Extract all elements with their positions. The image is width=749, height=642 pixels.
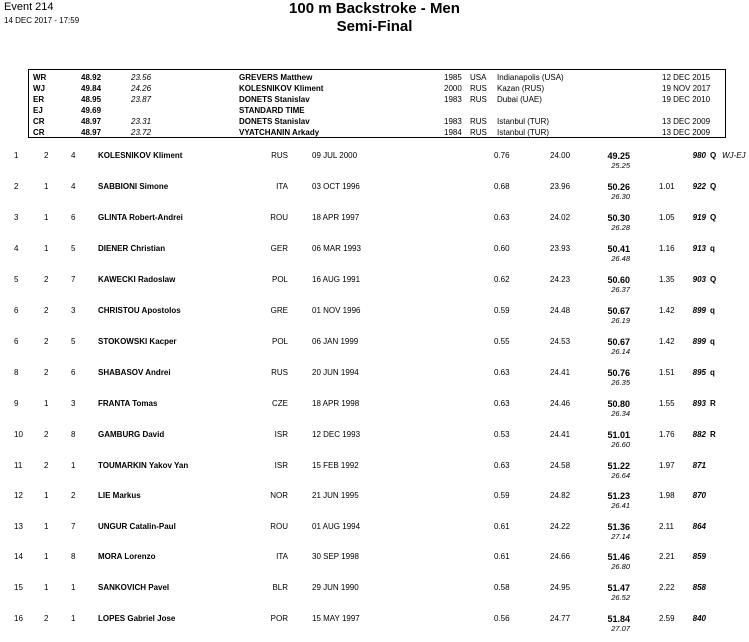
fina-points: 870 bbox=[692, 491, 706, 500]
result-row bbox=[0, 213, 749, 241]
result-row bbox=[0, 306, 749, 334]
fina-points: 893 bbox=[692, 399, 706, 408]
split-second-50m: 26.35 bbox=[611, 378, 630, 387]
split-second-50m: 26.30 bbox=[611, 192, 630, 201]
reaction-time: 0.68 bbox=[494, 182, 510, 191]
result-heat: 2 bbox=[44, 275, 49, 284]
reaction-time: 0.56 bbox=[494, 614, 510, 623]
record-holder: DONETS Stanislav bbox=[239, 95, 310, 104]
final-time: 50.76 bbox=[607, 368, 630, 378]
record-time: 48.92 bbox=[81, 73, 102, 82]
swimmer-nation: POR bbox=[270, 614, 288, 623]
swimmer-name: FRANTA Tomas bbox=[98, 399, 158, 408]
swimmer-nation: ITA bbox=[276, 552, 288, 561]
record-type: WR bbox=[33, 73, 47, 82]
time-behind: 1.42 bbox=[659, 337, 675, 346]
record-split: 24.26 bbox=[131, 84, 152, 93]
result-row bbox=[0, 552, 749, 580]
qualification-mark: q bbox=[710, 306, 715, 315]
result-lane: 5 bbox=[71, 337, 76, 346]
swimmer-name: CHRISTOU Apostolos bbox=[98, 306, 181, 315]
swimmer-nation: BLR bbox=[272, 583, 288, 592]
swimmer-name: LOPES Gabriel Jose bbox=[98, 614, 176, 623]
split-50m: 23.93 bbox=[550, 244, 571, 253]
result-lane: 4 bbox=[71, 182, 76, 191]
result-row bbox=[0, 461, 749, 489]
swimmer-nation: ROU bbox=[270, 522, 288, 531]
split-50m: 24.02 bbox=[550, 213, 571, 222]
reaction-time: 0.63 bbox=[494, 461, 510, 470]
fina-points: 871 bbox=[692, 461, 706, 470]
swimmer-name: DIENER Christian bbox=[98, 244, 166, 253]
result-row bbox=[0, 244, 749, 272]
record-time: 49.84 bbox=[81, 84, 102, 93]
record-place: Indianapolis (USA) bbox=[497, 73, 564, 82]
result-lane: 3 bbox=[71, 306, 76, 315]
result-heat: 2 bbox=[44, 614, 49, 623]
split-50m: 24.00 bbox=[550, 151, 571, 160]
record-date: 13 DEC 2009 bbox=[662, 117, 711, 126]
final-time: 51.46 bbox=[607, 552, 630, 562]
qualification-mark: q bbox=[710, 337, 715, 346]
split-50m: 24.53 bbox=[550, 337, 571, 346]
split-50m: 24.66 bbox=[550, 552, 571, 561]
record-nation: RUS bbox=[470, 95, 487, 104]
split-50m: 24.58 bbox=[550, 461, 571, 470]
swimmer-nation: GRE bbox=[270, 306, 288, 315]
split-second-50m: 26.28 bbox=[611, 223, 630, 232]
swimmer-birthdate: 06 JAN 1999 bbox=[312, 337, 359, 346]
swimmer-birthdate: 18 APR 1998 bbox=[312, 399, 360, 408]
swimmer-birthdate: 18 APR 1997 bbox=[312, 213, 360, 222]
reaction-time: 0.58 bbox=[494, 583, 510, 592]
split-50m: 24.41 bbox=[550, 430, 571, 439]
swimmer-name: TOUMARKIN Yakov Yan bbox=[98, 461, 189, 470]
result-rank: 2 bbox=[14, 182, 19, 191]
result-rank: 14 bbox=[14, 552, 23, 561]
record-nation: RUS bbox=[470, 117, 487, 126]
swimmer-nation: POL bbox=[271, 275, 288, 284]
final-time: 51.36 bbox=[607, 522, 630, 532]
fina-points: 903 bbox=[692, 275, 706, 284]
records-box bbox=[28, 69, 726, 138]
swimmer-birthdate: 03 OCT 1996 bbox=[312, 182, 360, 191]
record-nation: USA bbox=[470, 73, 487, 82]
reaction-time: 0.61 bbox=[494, 552, 510, 561]
record-date: 19 DEC 2010 bbox=[662, 95, 711, 104]
time-behind: 2.59 bbox=[659, 614, 675, 623]
split-50m: 24.48 bbox=[550, 306, 571, 315]
split-second-50m: 27.07 bbox=[611, 624, 630, 633]
result-heat: 1 bbox=[44, 583, 49, 592]
final-time: 50.30 bbox=[607, 213, 630, 223]
record-time: 49.69 bbox=[81, 106, 102, 115]
split-second-50m: 26.60 bbox=[611, 440, 630, 449]
record-row bbox=[29, 128, 727, 139]
result-heat: 1 bbox=[44, 213, 49, 222]
result-rank: 16 bbox=[14, 614, 23, 623]
qualification-mark: R bbox=[710, 399, 716, 408]
swimmer-name: SABBIONI Simone bbox=[98, 182, 169, 191]
swimmer-name: SANKOVICH Pavel bbox=[98, 583, 170, 592]
split-50m: 23.96 bbox=[550, 182, 571, 191]
split-second-50m: 25.25 bbox=[611, 161, 630, 170]
reaction-time: 0.63 bbox=[494, 213, 510, 222]
result-heat: 1 bbox=[44, 522, 49, 531]
result-heat: 2 bbox=[44, 337, 49, 346]
record-row bbox=[29, 95, 727, 106]
record-holder: KOLESNIKOV Kliment bbox=[239, 84, 324, 93]
swimmer-nation: ISR bbox=[274, 430, 288, 439]
fina-points: 899 bbox=[692, 337, 706, 346]
result-row bbox=[0, 430, 749, 458]
final-time: 51.84 bbox=[607, 614, 630, 624]
record-date: 19 NOV 2017 bbox=[662, 84, 711, 93]
swimmer-birthdate: 12 DEC 1993 bbox=[312, 430, 361, 439]
record-type: EJ bbox=[33, 106, 43, 115]
result-lane: 1 bbox=[71, 461, 76, 470]
swimmer-birthdate: 15 FEB 1992 bbox=[312, 461, 359, 470]
result-row bbox=[0, 583, 749, 611]
qualification-mark: Q bbox=[710, 275, 717, 284]
final-time: 50.67 bbox=[607, 337, 630, 347]
record-row bbox=[29, 117, 727, 128]
result-heat: 2 bbox=[44, 368, 49, 377]
result-lane: 2 bbox=[71, 491, 76, 500]
result-lane: 8 bbox=[71, 430, 76, 439]
split-50m: 24.95 bbox=[550, 583, 571, 592]
result-rank: 6 bbox=[14, 306, 19, 315]
swimmer-birthdate: 09 JUL 2000 bbox=[312, 151, 358, 160]
swimmer-birthdate: 29 JUN 1990 bbox=[312, 583, 359, 592]
final-time: 51.23 bbox=[607, 491, 630, 501]
record-split: 23.72 bbox=[131, 128, 152, 137]
swimmer-name: KOLESNIKOV Kliment bbox=[98, 151, 183, 160]
final-time: 50.26 bbox=[607, 182, 630, 192]
final-time: 51.01 bbox=[607, 430, 630, 440]
result-lane: 6 bbox=[71, 368, 76, 377]
split-50m: 24.46 bbox=[550, 399, 571, 408]
record-type: WJ bbox=[33, 84, 45, 93]
time-behind: 1.55 bbox=[659, 399, 675, 408]
final-time: 51.22 bbox=[607, 461, 630, 471]
record-holder: VYATCHANIN Arkady bbox=[239, 128, 320, 137]
record-holder: STANDARD TIME bbox=[239, 106, 305, 115]
result-heat: 1 bbox=[44, 182, 49, 191]
swimmer-birthdate: 30 SEP 1998 bbox=[312, 552, 360, 561]
record-split: 23.31 bbox=[131, 117, 152, 126]
split-second-50m: 26.19 bbox=[611, 316, 630, 325]
reaction-time: 0.63 bbox=[494, 399, 510, 408]
reaction-time: 0.62 bbox=[494, 275, 510, 284]
result-rank: 9 bbox=[14, 399, 19, 408]
time-behind: 1.16 bbox=[659, 244, 675, 253]
record-split: 23.56 bbox=[131, 73, 152, 82]
fina-points: 895 bbox=[692, 368, 706, 377]
result-rank: 3 bbox=[14, 213, 19, 222]
swimmer-birthdate: 06 MAR 1993 bbox=[312, 244, 361, 253]
record-place: Dubai (UAE) bbox=[497, 95, 542, 104]
event-title: 100 m Backstroke - Men bbox=[289, 0, 460, 17]
result-lane: 3 bbox=[71, 399, 76, 408]
result-rank: 5 bbox=[14, 275, 19, 284]
result-heat: 2 bbox=[44, 430, 49, 439]
swimmer-nation: CZE bbox=[272, 399, 288, 408]
swimmer-nation: POL bbox=[271, 337, 288, 346]
record-row bbox=[29, 106, 727, 117]
final-time: 49.25 bbox=[607, 151, 630, 161]
record-year-of-birth: 1983 bbox=[444, 95, 462, 104]
result-rank: 15 bbox=[14, 583, 23, 592]
time-behind: 1.42 bbox=[659, 306, 675, 315]
swimmer-birthdate: 01 AUG 1994 bbox=[312, 522, 361, 531]
fina-points: 882 bbox=[692, 430, 706, 439]
qualification-mark: R bbox=[710, 430, 716, 439]
split-50m: 24.22 bbox=[550, 522, 571, 531]
fina-points: 899 bbox=[692, 306, 706, 315]
result-row bbox=[0, 614, 749, 642]
split-50m: 24.41 bbox=[550, 368, 571, 377]
fina-points: 919 bbox=[692, 213, 706, 222]
swimmer-nation: ISR bbox=[274, 461, 288, 470]
swimmer-nation: NOR bbox=[270, 491, 288, 500]
swimmer-birthdate: 16 AUG 1991 bbox=[312, 275, 361, 284]
result-lane: 7 bbox=[71, 275, 76, 284]
swimmer-name: MORA Lorenzo bbox=[98, 552, 156, 561]
final-time: 50.60 bbox=[607, 275, 630, 285]
time-behind: 2.22 bbox=[659, 583, 675, 592]
reaction-time: 0.59 bbox=[494, 306, 510, 315]
result-row bbox=[0, 182, 749, 210]
record-nation: RUS bbox=[470, 128, 487, 137]
result-heat: 2 bbox=[44, 461, 49, 470]
record-type: CR bbox=[33, 117, 45, 126]
qualification-mark: Q bbox=[710, 182, 717, 191]
swimmer-birthdate: 21 JUN 1995 bbox=[312, 491, 359, 500]
record-place: Istanbul (TUR) bbox=[497, 117, 550, 126]
reaction-time: 0.53 bbox=[494, 430, 510, 439]
reaction-time: 0.63 bbox=[494, 368, 510, 377]
time-behind: 1.51 bbox=[659, 368, 675, 377]
time-behind: 2.11 bbox=[659, 522, 674, 531]
final-time: 50.41 bbox=[607, 244, 630, 254]
fina-points: 922 bbox=[692, 182, 706, 191]
final-time: 50.67 bbox=[607, 306, 630, 316]
record-row bbox=[29, 84, 727, 95]
record-holder: GREVERS Matthew bbox=[239, 73, 313, 82]
result-rank: 10 bbox=[14, 430, 23, 439]
swimmer-nation: ITA bbox=[276, 182, 288, 191]
qualification-mark: q bbox=[710, 368, 715, 377]
result-lane: 1 bbox=[71, 614, 76, 623]
result-row bbox=[0, 368, 749, 396]
swimmer-nation: GER bbox=[270, 244, 288, 253]
record-time: 48.97 bbox=[81, 128, 102, 137]
result-heat: 1 bbox=[44, 399, 49, 408]
split-second-50m: 26.14 bbox=[611, 347, 630, 356]
split-second-50m: 26.34 bbox=[611, 409, 630, 418]
swimmer-name: LIE Markus bbox=[98, 491, 141, 500]
time-behind: 1.98 bbox=[659, 491, 675, 500]
final-time: 50.80 bbox=[607, 399, 630, 409]
record-year-of-birth: 2000 bbox=[444, 84, 462, 93]
result-heat: 2 bbox=[44, 306, 49, 315]
result-row bbox=[0, 337, 749, 365]
record-holder: DONETS Stanislav bbox=[239, 117, 310, 126]
time-behind: 1.97 bbox=[659, 461, 675, 470]
reaction-time: 0.61 bbox=[494, 522, 510, 531]
swimmer-birthdate: 15 MAY 1997 bbox=[312, 614, 360, 623]
record-time: 48.95 bbox=[81, 95, 102, 104]
final-time: 51.47 bbox=[607, 583, 630, 593]
swimmer-name: UNGUR Catalin-Paul bbox=[98, 522, 176, 531]
swimmer-birthdate: 20 JUN 1994 bbox=[312, 368, 359, 377]
result-rank: 11 bbox=[14, 461, 23, 470]
result-rank: 4 bbox=[14, 244, 19, 253]
result-lane: 8 bbox=[71, 552, 76, 561]
swimmer-nation: ROU bbox=[270, 213, 288, 222]
result-lane: 7 bbox=[71, 522, 76, 531]
fina-points: 864 bbox=[692, 522, 706, 531]
split-second-50m: 26.48 bbox=[611, 254, 630, 263]
record-date: 12 DEC 2015 bbox=[662, 73, 711, 82]
result-rank: 1 bbox=[14, 151, 19, 160]
result-row bbox=[0, 151, 749, 179]
event-number: Event 214 bbox=[4, 1, 54, 13]
result-lane: 4 bbox=[71, 151, 76, 160]
split-50m: 24.77 bbox=[550, 614, 571, 623]
result-heat: 1 bbox=[44, 244, 49, 253]
result-rank: 12 bbox=[14, 491, 23, 500]
reaction-time: 0.55 bbox=[494, 337, 510, 346]
swimmer-name: GAMBURG David bbox=[98, 430, 165, 439]
split-50m: 24.82 bbox=[550, 491, 571, 500]
swimmer-name: KAWECKI Radoslaw bbox=[98, 275, 176, 284]
split-50m: 24.23 bbox=[550, 275, 571, 284]
record-nation: RUS bbox=[470, 84, 487, 93]
round-title: Semi-Final bbox=[336, 18, 413, 35]
qualification-mark: Q bbox=[710, 213, 717, 222]
swimmer-name: STOKOWSKI Kacper bbox=[98, 337, 177, 346]
time-behind: 1.35 bbox=[659, 275, 675, 284]
time-behind: 1.05 bbox=[659, 213, 675, 222]
result-rank: 6 bbox=[14, 337, 19, 346]
reaction-time: 0.59 bbox=[494, 491, 510, 500]
record-date: 13 DEC 2009 bbox=[662, 128, 711, 137]
result-rank: 13 bbox=[14, 522, 23, 531]
result-heat: 2 bbox=[44, 151, 49, 160]
record-type: ER bbox=[33, 95, 45, 104]
split-second-50m: 27.14 bbox=[611, 532, 630, 541]
result-row bbox=[0, 275, 749, 303]
swimmer-birthdate: 01 NOV 1996 bbox=[312, 306, 361, 315]
fina-points: 859 bbox=[692, 552, 706, 561]
fina-points: 840 bbox=[692, 614, 706, 623]
result-rank: 8 bbox=[14, 368, 19, 377]
reaction-time: 0.76 bbox=[494, 151, 510, 160]
fina-points: 858 bbox=[692, 583, 706, 592]
swimmer-nation: RUS bbox=[271, 151, 288, 160]
swimmer-name: GLINTA Robert-Andrei bbox=[98, 213, 183, 222]
split-second-50m: 26.80 bbox=[611, 562, 630, 571]
split-second-50m: 26.64 bbox=[611, 471, 630, 480]
time-behind: 2.21 bbox=[659, 552, 675, 561]
record-place: Kazan (RUS) bbox=[497, 84, 545, 93]
result-row bbox=[0, 522, 749, 550]
split-second-50m: 26.52 bbox=[611, 593, 630, 602]
record-place: Istanbul (TUR) bbox=[497, 128, 550, 137]
result-lane: 6 bbox=[71, 213, 76, 222]
record-type: CR bbox=[33, 128, 45, 137]
qualification-mark: q bbox=[710, 244, 715, 253]
result-row bbox=[0, 399, 749, 427]
record-row bbox=[29, 73, 727, 84]
fina-points: 980 bbox=[692, 151, 706, 160]
split-second-50m: 26.37 bbox=[611, 285, 630, 294]
event-datetime: 14 DEC 2017 - 17:59 bbox=[4, 16, 80, 25]
result-lane: 1 bbox=[71, 583, 76, 592]
split-second-50m: 26.41 bbox=[611, 501, 630, 510]
result-row bbox=[0, 491, 749, 519]
result-heat: 1 bbox=[44, 491, 49, 500]
time-behind: 1.76 bbox=[659, 430, 675, 439]
swimmer-nation: RUS bbox=[271, 368, 288, 377]
time-behind: 1.01 bbox=[659, 182, 675, 191]
record-year-of-birth: 1983 bbox=[444, 117, 462, 126]
record-time: 48.97 bbox=[81, 117, 102, 126]
record-year-of-birth: 1985 bbox=[444, 73, 462, 82]
fina-points: 913 bbox=[692, 244, 706, 253]
record-split: 23.87 bbox=[131, 95, 152, 104]
swimmer-name: SHABASOV Andrei bbox=[98, 368, 171, 377]
record-mark: WJ-EJ bbox=[722, 151, 746, 160]
result-heat: 1 bbox=[44, 552, 49, 561]
record-year-of-birth: 1984 bbox=[444, 128, 462, 137]
result-lane: 5 bbox=[71, 244, 76, 253]
reaction-time: 0.60 bbox=[494, 244, 510, 253]
qualification-mark: Q bbox=[710, 151, 717, 160]
